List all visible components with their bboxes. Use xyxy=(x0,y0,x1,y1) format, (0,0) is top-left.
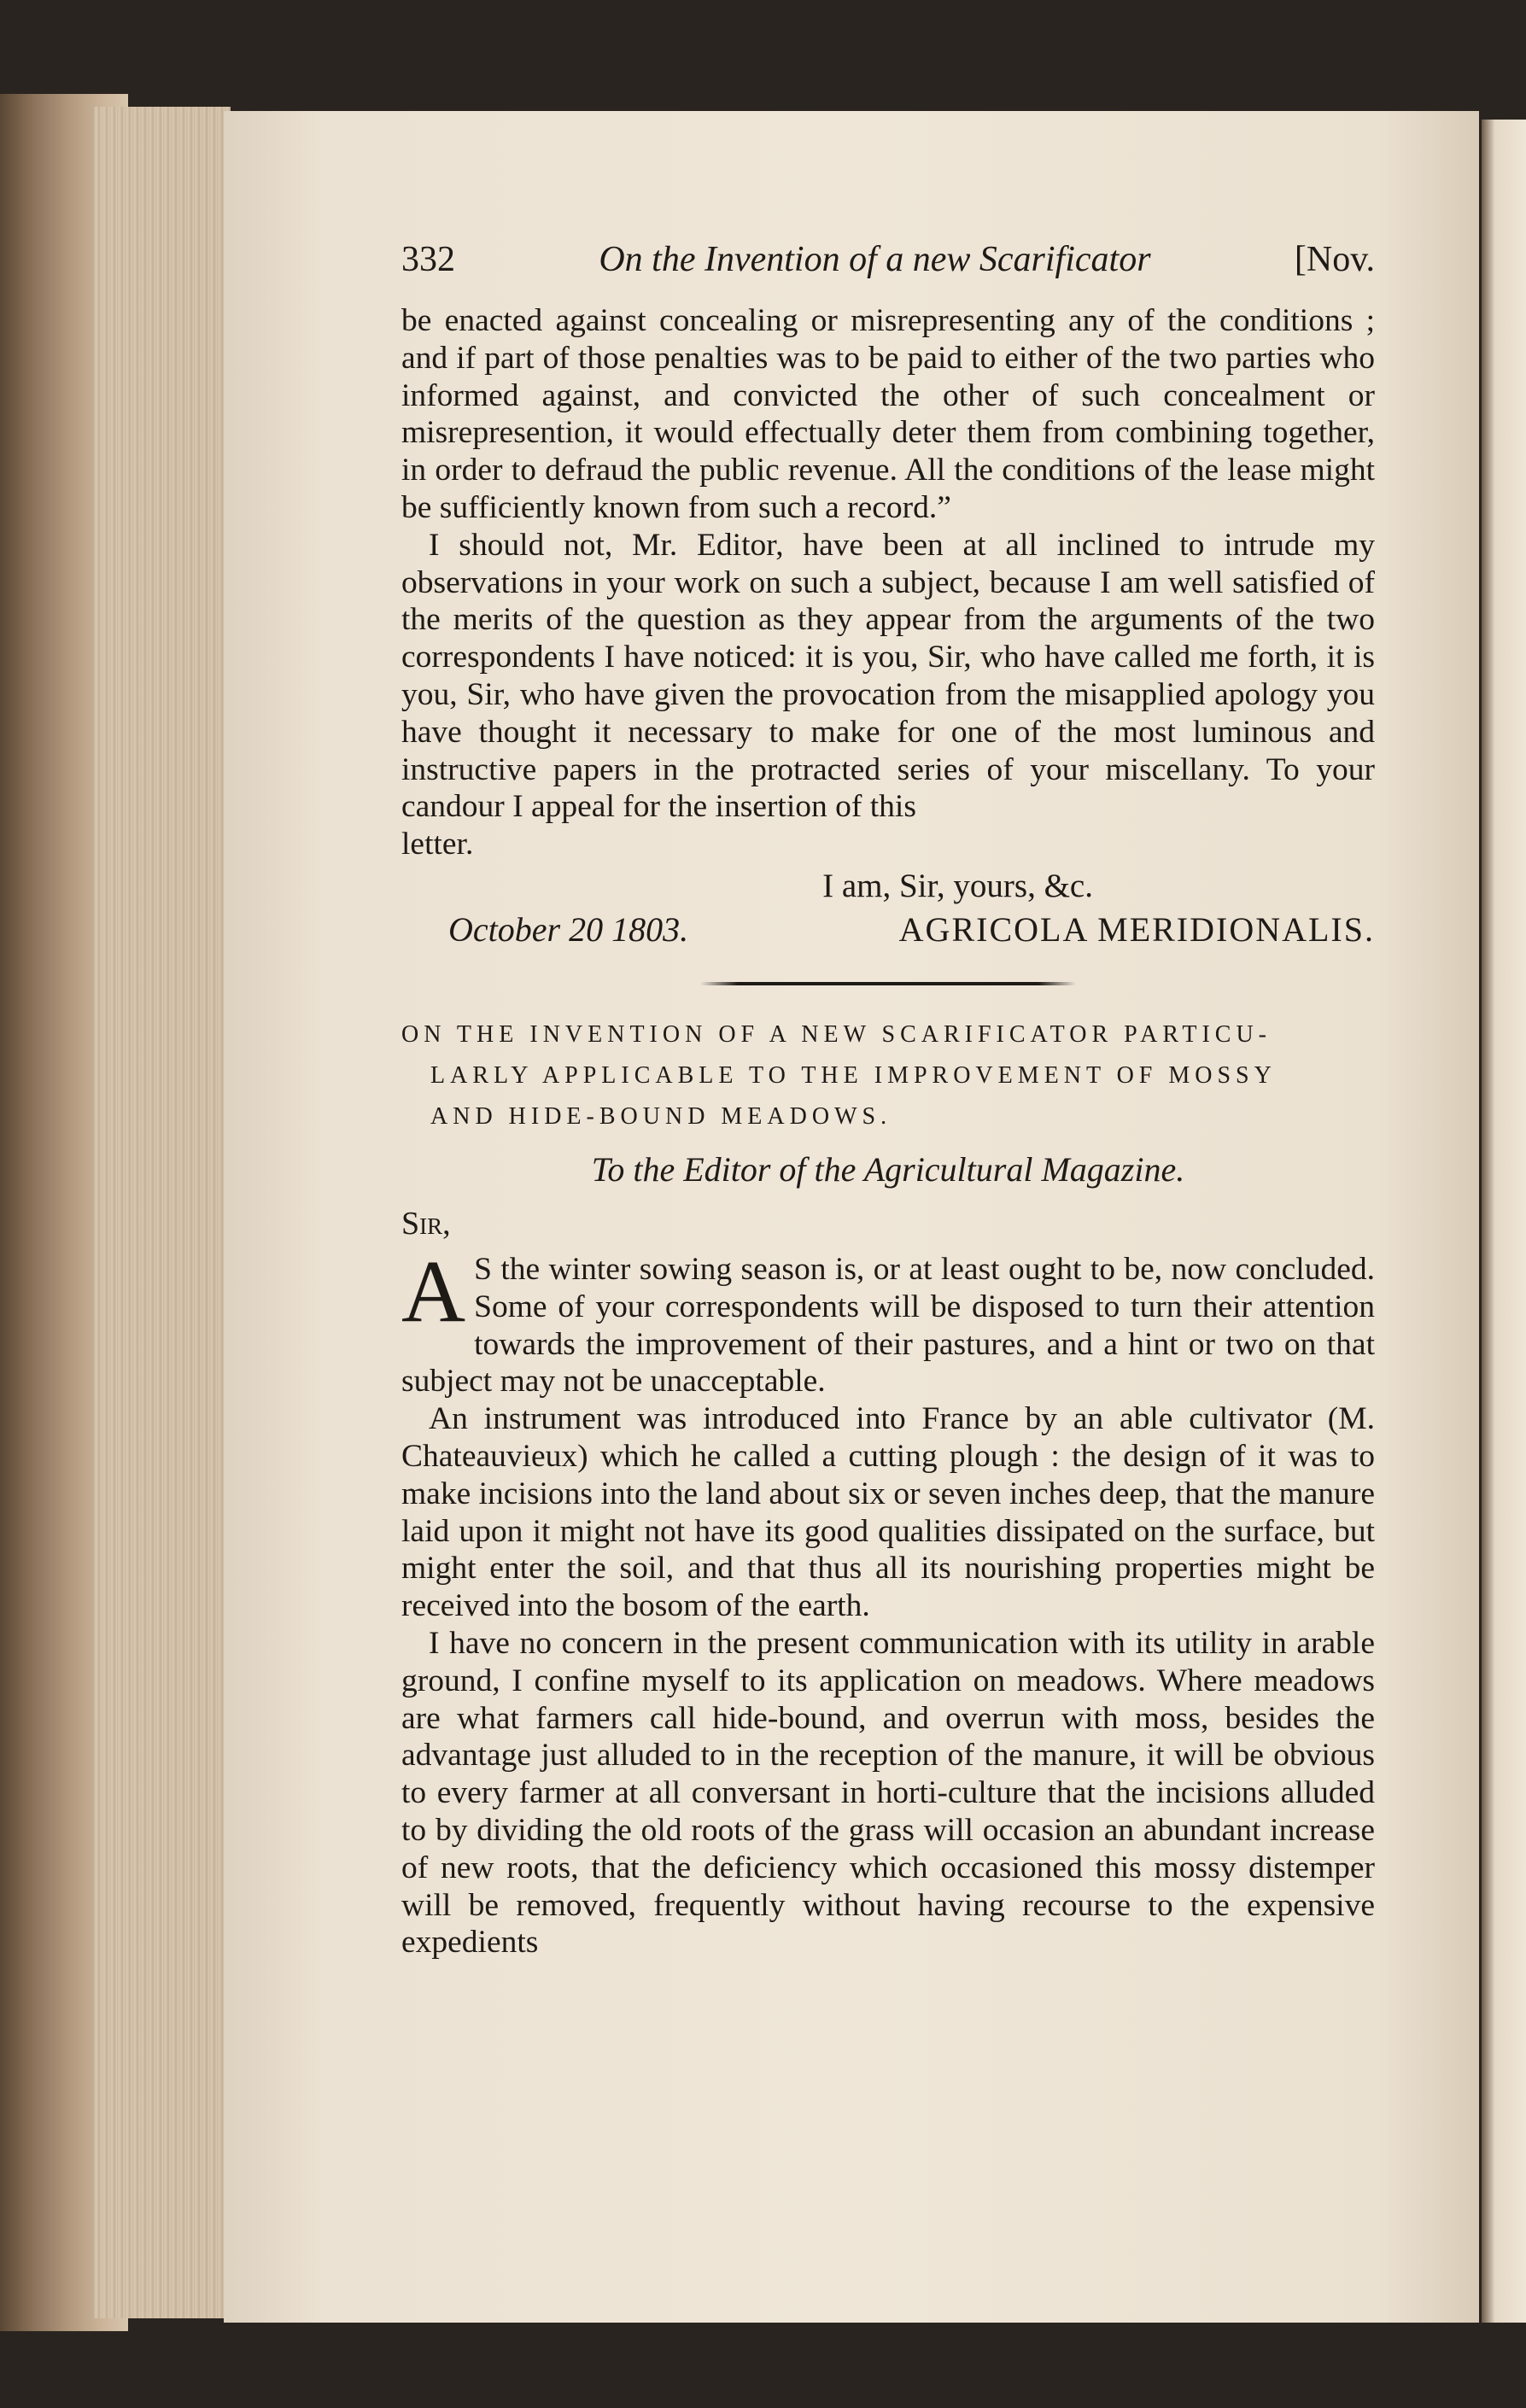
article-title-line: LARLY APPLICABLE TO THE IMPROVEMENT OF MOSSY xyxy=(430,1061,1277,1089)
drop-cap: A xyxy=(401,1242,466,1341)
article-paragraph xyxy=(401,1242,1375,1400)
facing-page-edge xyxy=(1482,120,1526,2323)
page-content xyxy=(401,239,1375,1961)
running-head xyxy=(401,239,1375,280)
article-paragraph: I have no concern in the present communication with its utility in arable ground, I confine myself to its application on meadows. Where meadows are what farmers call hide-bound, and overrun with moss, besides the advantage just alluded to in the reception of the manure, it will be obvious to every farmer at all conversant in horti-culture that the incisions alluded to by dividing the old roots of the grass will occasion an abundant increase of new roots, that the deficiency which occasioned this mossy distemper will be removed, frequently without having recourse to the expensive expedients xyxy=(401,1625,1375,1961)
article-title-line: AND HIDE-BOUND MEADOWS. xyxy=(430,1102,892,1130)
article-title xyxy=(401,1014,1375,1137)
salutation: Sir, xyxy=(401,1205,451,1242)
letter-paragraph: I should not, Mr. Editor, have been at all inclined to intrude my observations in your work on such a subject, because I am well satisfied of the merits of the question as they appear from the arguments of the two correspondents I have noticed: it is you, Sir, who have called me forth, it is you, Sir, who have given the provocation from the misapplied apology you have thought it necessary to make for one of the most luminous and instructive papers in the protracted series of your miscellany. To your candour I appeal for the insertion of this xyxy=(401,527,1375,825)
article-title-line: ON THE INVENTION OF A NEW SCARIFICATOR PARTICU- xyxy=(401,1020,1272,1048)
letter-continuation: be enacted against concealing or misrepresenting any of the conditions ; and if part of those penalties was to be paid to either of the two parties who informed against, and convicted the other of such concealment or misrepresention, it would effectually deter them from combining together, in order to defraud the public revenue. All the conditions of the lease might be sufficiently known from such a record.” xyxy=(401,303,1375,525)
running-title: On the Invention of a new Scarificator xyxy=(599,240,1151,279)
page-number: 332 xyxy=(401,240,455,279)
letter-date: October 20 1803. xyxy=(448,909,689,949)
section-mark: [Nov. xyxy=(1294,240,1375,279)
letter-closing: I am, Sir, yours, &c. xyxy=(822,867,1093,904)
letter-paragraph-end: letter. xyxy=(401,827,474,862)
signature-row xyxy=(401,909,1375,950)
page-edges xyxy=(94,107,231,2318)
article-addressee: To the Editor of the Agricultural Magazine. xyxy=(591,1149,1185,1189)
article-paragraph-text: S the winter sowing season is, or at least ought to be, now concluded. Some of your correspondents will be disposed to turn their attention towards the improvement of their pastures, and a hint or two on that subject may not be unacceptable. xyxy=(401,1251,1375,1400)
letter-signature: AGRICOLA MERIDIONALIS. xyxy=(898,909,1375,949)
section-divider xyxy=(700,982,1076,985)
article-paragraph: An instrument was introduced into France by an able cultivator (M. Chateauvieux) which he called a cutting plough : the design of it was to make incisions into the land about six or seven inches deep, that the manure laid upon it might not have its good qualities dissipated on the surface, but might enter the soil, and that thus all its nourishing properties might be received into the bosom of the earth. xyxy=(401,1401,1375,1624)
